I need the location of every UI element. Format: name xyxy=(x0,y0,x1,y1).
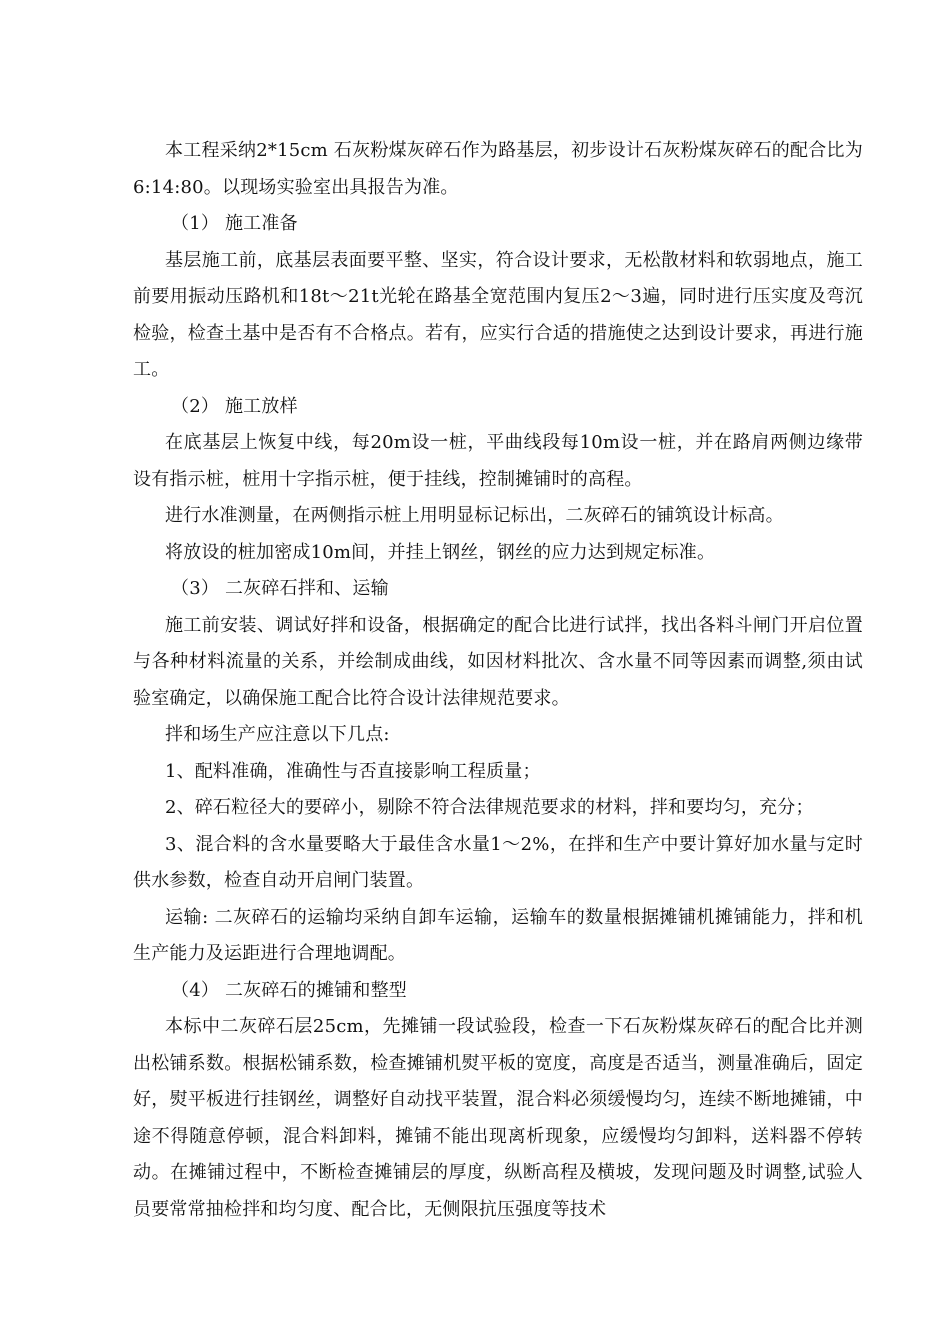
list-item-3: 3、混合料的含水量要略大于最佳含水量1～2%，在拌和生产中要计算好加水量与定时供水参数，检查自动开启闸门装置。 xyxy=(133,833,863,891)
section-heading-3: （3） 二灰碎石拌和、运输 xyxy=(171,578,389,599)
paragraph-staking: 在底基层上恢复中线，每20m设一桩，平曲线段每10m设一桩，并在路肩两侧边缘带设有指示桩，桩用十字指示桩，便于挂线，控制摊铺时的高程。 xyxy=(133,432,863,490)
section-heading-1: （1） 施工准备 xyxy=(171,213,298,234)
paragraph-leveling: 进行水准测量，在两侧指示桩上用明显标记标出，二灰碎石的铺筑设计标高。 xyxy=(165,505,784,526)
paragraph-intro: 本工程采纳2*15cm 石灰粉煤灰碎石作为路基层，初步设计石灰粉煤灰碎石的配合比为6:14:80。以现场实验室出具报告为准。 xyxy=(133,140,863,198)
list-item-2: 2、碎石粒径大的要碎小，剔除不符合法律规范要求的材料，拌和要均匀，充分； xyxy=(165,797,814,818)
paragraph-preparation: 基层施工前，底基层表面要平整、坚实，符合设计要求，无松散材料和软弱地点，施工前要用振动压路机和18t～21t光轮在路基全宽范围内复压2～3遍，同时进行压实度及弯沉检验，检查土基中是否有不合格点。若有，应实行合适的措施使之达到设计要求，再进行施工。 xyxy=(133,249,863,380)
paragraph-transport: 运输: 二灰碎石的运输均采纳自卸车运输，运输车的数量根据摊铺机摊铺能力，拌和机生产能力及运距进行合理地调配。 xyxy=(133,906,863,964)
paragraph-mixing: 施工前安装、调试好拌和设备，根据确定的配合比进行试拌，找出各料斗闸门开启位置与各种材料流量的关系，并绘制成曲线，如因材料批次、含水量不同等因素而调整,须由试验室确定，以确保施工配合比符合设计法律规范要求。 xyxy=(133,614,863,709)
paragraph-notes-intro: 拌和场生产应注意以下几点: xyxy=(165,724,390,745)
section-heading-4: （4） 二灰碎石的摊铺和整型 xyxy=(171,979,407,1001)
list-item-1: 1、配料准确，准确性与否直接影响工程质量； xyxy=(165,760,541,782)
section-heading-2: （2） 施工放样 xyxy=(171,395,298,417)
paragraph-paving: 本标中二灰碎石层25cm，先摊铺一段试验段，检查一下石灰粉煤灰碎石的配合比并测出松铺系数。根据松铺系数，检查摊铺机熨平板的宽度，高度是否适当，测量准确后，固定好，熨平板进行挂钢丝，调整好自动找平装置，混合料必须缓慢均匀，连续不断地摊铺，中途不得随意停顿，混合料卸料，摊铺不能出现离析现象，应缓慢均匀卸料，送料器不停转动。在摊铺过程中，不断检查摊铺层的厚度，纵断高程及横坡，发现问题及时调整,试验人员要常常抽检拌和均匀度、配合比，无侧限抗压强度等技术 xyxy=(133,1016,863,1220)
paragraph-wire: 将放设的桩加密成10m间，并挂上钢丝，钢丝的应力达到规定标准。 xyxy=(165,541,716,563)
document-page xyxy=(133,133,863,1228)
